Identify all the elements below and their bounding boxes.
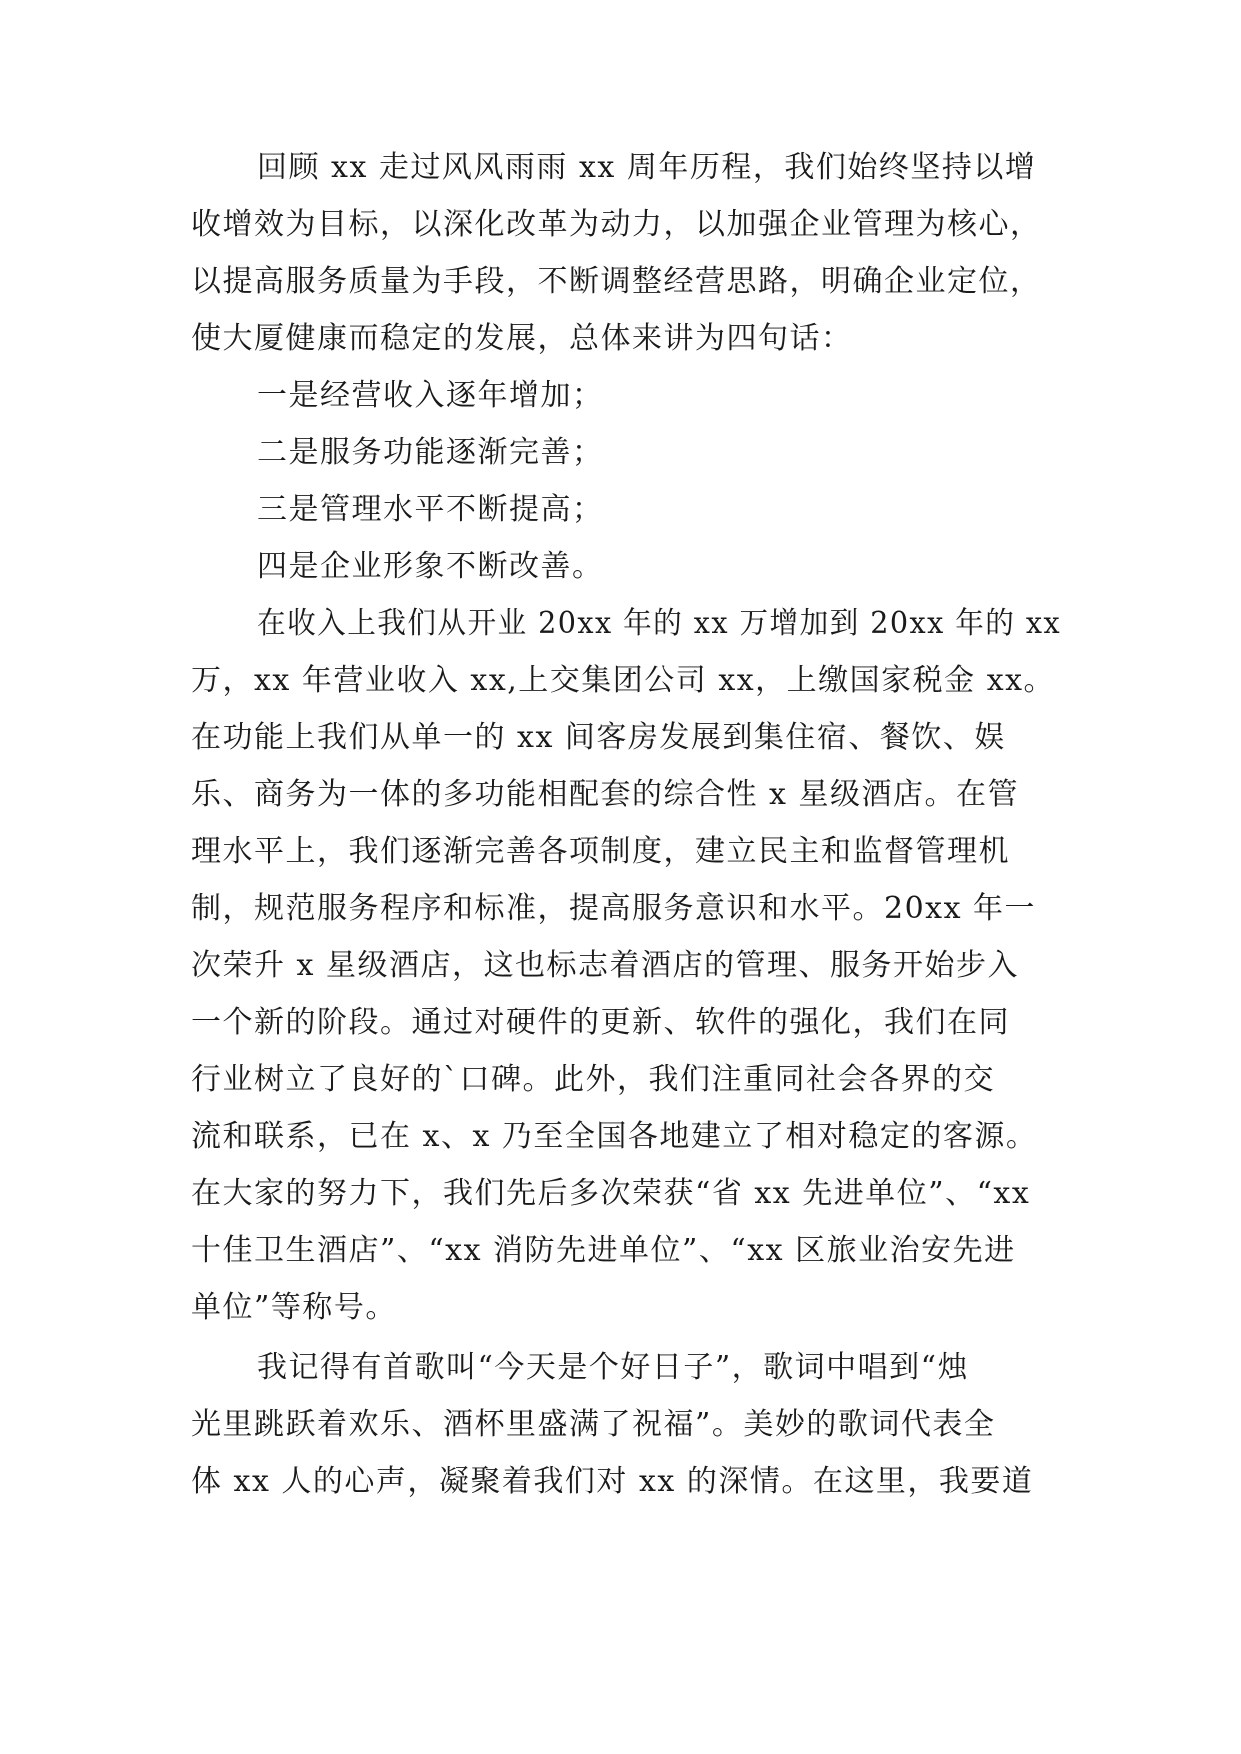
paragraph-line: 在大家的努力下，我们先后多次荣获“省 xx 先进单位”、“xx: [191, 1176, 1031, 1211]
paragraph-line: 在功能上我们从单一的 xx 间客房发展到集住宿、餐饮、娱: [191, 720, 1006, 755]
paragraph-line: 收增效为目标，以深化改革为动力，以加强企业管理为核心，: [191, 207, 1042, 242]
paragraph-line: 十佳卫生酒店”、“xx 消防先进单位”、“xx 区旅业治安先进: [191, 1233, 1016, 1268]
paragraph-line: 乐、商务为一体的多功能相配套的综合性 x 星级酒店。在管: [191, 777, 1019, 812]
paragraph-line: 以提高服务质量为手段，不断调整经营思路，明确企业定位，: [191, 264, 1042, 299]
paragraph-line: 一个新的阶段。通过对硬件的更新、软件的强化，我们在同: [191, 1005, 1010, 1040]
paragraph-line: 理水平上，我们逐渐完善各项制度，建立民主和监督管理机: [191, 834, 1010, 869]
paragraph-line: 回顾 xx 走过风风雨雨 xx 周年历程，我们始终坚持以增: [257, 150, 1037, 185]
paragraph-line: 我记得有首歌叫“今天是个好日子”，歌词中唱到“烛: [257, 1350, 970, 1385]
paragraph-line: 次荣升 x 星级酒店，这也标志着酒店的管理、服务开始步入: [191, 948, 1019, 983]
paragraph-line: 单位”等称号。: [191, 1290, 397, 1325]
paragraph-line: 万，xx 年营业收入 xx,上交集团公司 xx，上缴国家税金 xx。: [191, 663, 1056, 698]
paragraph-line: 使大厦健康而稳定的发展，总体来讲为四句话：: [191, 321, 853, 356]
paragraph-line: 制，规范服务程序和标准，提高服务意识和水平。20xx 年一: [191, 891, 1037, 926]
list-line: 二是服务功能逐渐完善；: [257, 435, 604, 470]
paragraph-line: 行业树立了良好的`口碑。此外，我们注重同社会各界的交: [191, 1062, 995, 1097]
paragraph-line: 流和联系，已在 x、x 乃至全国各地建立了相对稳定的客源。: [191, 1119, 1038, 1154]
paragraph-line: 光里跳跃着欢乐、酒杯里盛满了祝福”。美妙的歌词代表全: [191, 1407, 996, 1442]
paragraph-line: 体 xx 人的心声，凝聚着我们对 xx 的深情。在这里，我要道: [191, 1464, 1034, 1499]
paragraph-line: 在收入上我们从开业 20xx 年的 xx 万增加到 20xx 年的 xx: [257, 606, 1062, 641]
list-line: 一是经营收入逐年增加；: [257, 378, 604, 413]
list-line: 三是管理水平不断提高；: [257, 492, 604, 527]
list-line: 四是企业形象不断改善。: [257, 549, 604, 584]
